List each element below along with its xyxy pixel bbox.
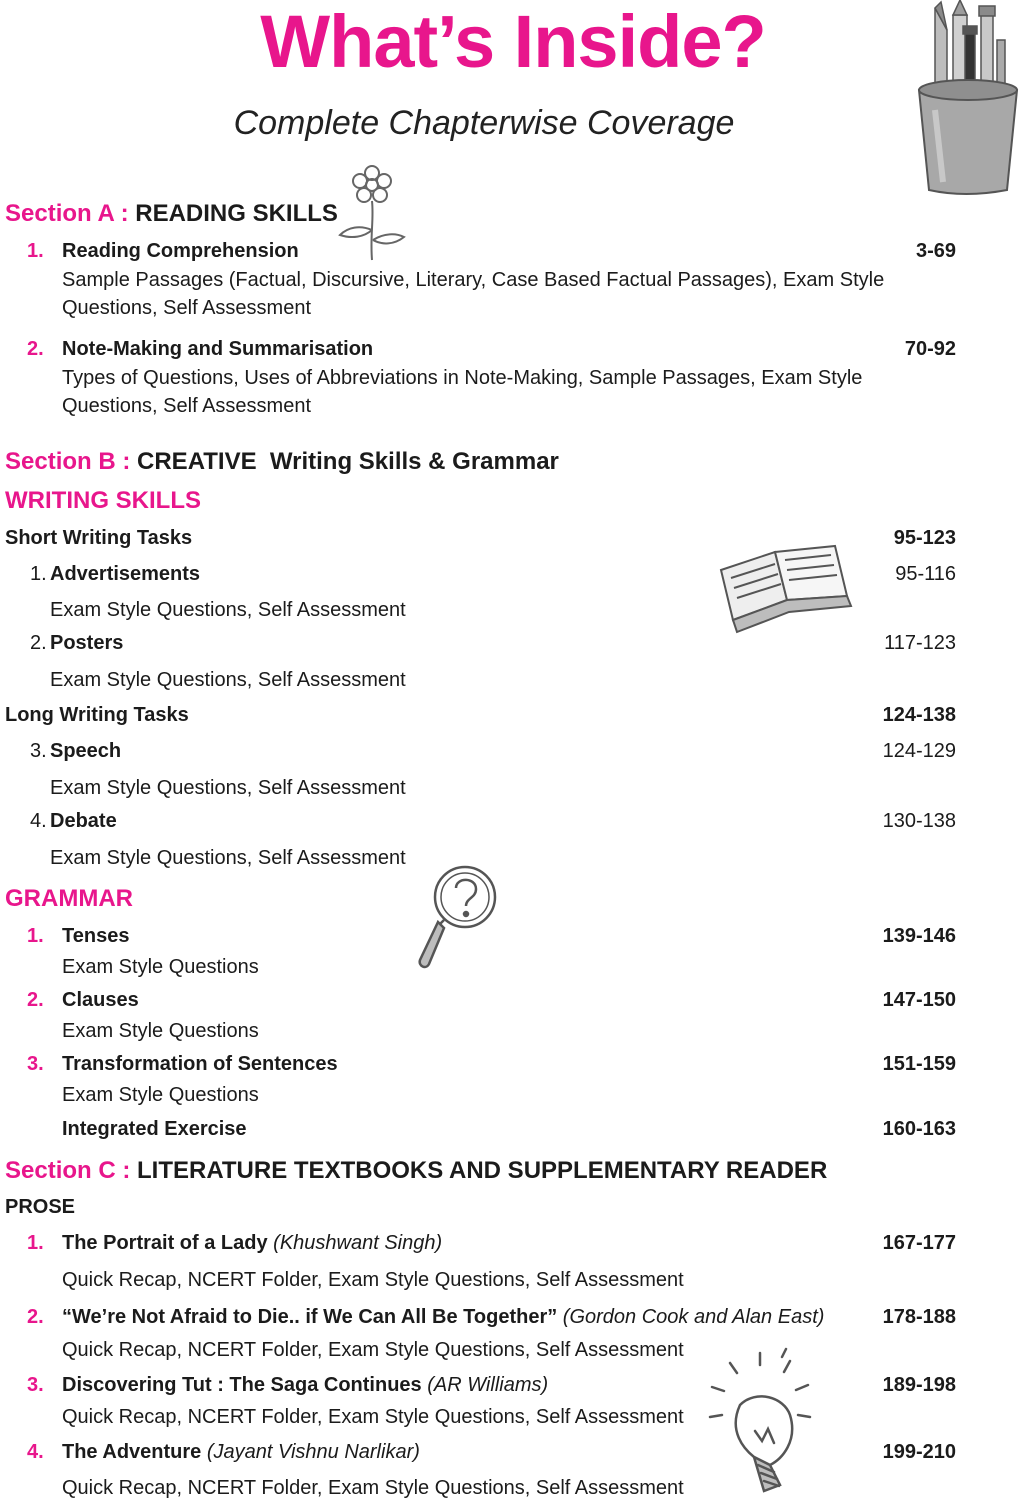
- writing-item-3-title: Speech: [50, 740, 122, 762]
- section-c-prefix: Section C :: [5, 1157, 131, 1184]
- long-writing-tasks-pages: 124-138: [882, 704, 956, 726]
- long-writing-tasks-label: Long Writing Tasks: [5, 704, 189, 726]
- writing-item-4-desc: Exam Style Questions, Self Assessment: [50, 847, 406, 869]
- section-a-item-2-number: 2.: [27, 338, 44, 360]
- section-a-item-2-title: Note-Making and Summarisation: [62, 338, 374, 360]
- prose-item-4-desc: Quick Recap, NCERT Folder, Exam Style Questions, Self Assessment: [62, 1477, 684, 1499]
- writing-item-4-title: Debate: [50, 810, 117, 832]
- prose-item-1-title-line: [62, 1232, 442, 1255]
- section-a-item-1-title: Reading Comprehension: [62, 240, 299, 262]
- prose-item-3-number: 3.: [27, 1374, 44, 1396]
- prose-item-2-pages: 178-188: [882, 1306, 956, 1328]
- integrated-exercise-title: Integrated Exercise: [62, 1118, 247, 1140]
- pencil-cup-icon: [905, 0, 1025, 200]
- section-c-name: LITERATURE TEXTBOOKS AND SUPPLEMENTARY READER: [137, 1157, 828, 1184]
- grammar-item-2-desc: Exam Style Questions: [62, 1020, 259, 1042]
- prose-item-4-author: (Jayant Vishnu Narlikar): [206, 1441, 420, 1463]
- writing-item-2-desc: Exam Style Questions, Self Assessment: [50, 669, 406, 691]
- writing-item-1-desc: Exam Style Questions, Self Assessment: [50, 599, 406, 621]
- prose-item-1-title: The Portrait of a Lady: [62, 1232, 268, 1254]
- page-title: What’s Inside?: [260, 0, 766, 83]
- grammar-item-2-number: 2.: [27, 989, 44, 1011]
- lightbulb-icon: [700, 1345, 830, 1495]
- prose-item-3-pages: 189-198: [882, 1374, 956, 1396]
- writing-item-1-number: 1.: [30, 563, 47, 585]
- grammar-item-1-desc: Exam Style Questions: [62, 956, 259, 978]
- grammar-item-3-number: 3.: [27, 1053, 44, 1075]
- grammar-item-1-title: Tenses: [62, 925, 130, 947]
- writing-item-2-number: 2.: [30, 632, 47, 654]
- prose-item-4-title-line: [62, 1441, 420, 1464]
- writing-item-2-title: Posters: [50, 632, 124, 654]
- section-b-prefix: Section B :: [5, 448, 131, 475]
- prose-item-1-author: (Khushwant Singh): [273, 1232, 443, 1254]
- page-subtitle: Complete Chapterwise Coverage: [233, 104, 735, 142]
- prose-item-4-number: 4.: [27, 1441, 44, 1463]
- grammar-item-1-number: 1.: [27, 925, 44, 947]
- flower-icon: [330, 165, 410, 265]
- prose-item-2-desc: Quick Recap, NCERT Folder, Exam Style Questions, Self Assessment: [62, 1339, 684, 1361]
- section-a-name: READING SKILLS: [135, 200, 338, 227]
- writing-item-3-number: 3.: [30, 740, 47, 762]
- short-writing-tasks-label: Short Writing Tasks: [5, 527, 193, 549]
- open-book-icon: [715, 540, 855, 640]
- grammar-item-1-pages: 139-146: [882, 925, 956, 947]
- prose-item-3-title: Discovering Tut : The Saga Continues: [62, 1374, 422, 1396]
- grammar-item-3-pages: 151-159: [882, 1053, 956, 1075]
- section-a-item-2-desc: Types of Questions, Uses of Abbreviations in Note-Making, Sample Passages, Exam Style Questions, Self Assessment: [62, 367, 863, 417]
- grammar-item-3-desc: Exam Style Questions: [62, 1084, 259, 1106]
- prose-item-3-author: (AR Williams): [427, 1374, 549, 1396]
- grammar-heading: GRAMMAR: [5, 885, 133, 912]
- grammar-item-3-title: Transformation of Sentences: [62, 1053, 338, 1075]
- prose-item-1-desc: Quick Recap, NCERT Folder, Exam Style Questions, Self Assessment: [62, 1269, 684, 1291]
- section-b-name: CREATIVE Writing Skills & Grammar: [137, 448, 559, 475]
- prose-item-3-title-line: [62, 1374, 548, 1397]
- grammar-item-2-pages: 147-150: [882, 989, 956, 1011]
- section-b-heading: [5, 448, 559, 476]
- section-a-prefix: Section A :: [5, 200, 129, 227]
- section-a-item-1-number: 1.: [27, 240, 44, 262]
- prose-item-2-author: (Gordon Cook and Alan East): [562, 1306, 825, 1328]
- integrated-exercise-pages: 160-163: [882, 1118, 956, 1140]
- writing-item-4-number: 4.: [30, 810, 47, 832]
- prose-heading: PROSE: [5, 1196, 76, 1218]
- writing-item-3-desc: Exam Style Questions, Self Assessment: [50, 777, 406, 799]
- writing-item-3-pages: 124-129: [882, 740, 956, 762]
- writing-item-1-title: Advertisements: [50, 563, 201, 585]
- prose-item-2-number: 2.: [27, 1306, 44, 1328]
- section-a-item-1-desc: Sample Passages (Factual, Discursive, Literary, Case Based Factual Passages), Exam Style Questions, Self Assessment: [62, 269, 885, 319]
- section-a-item-1-pages: 3-69: [915, 240, 956, 262]
- prose-item-3-desc: Quick Recap, NCERT Folder, Exam Style Questions, Self Assessment: [62, 1406, 684, 1428]
- short-writing-tasks-pages: 95-123: [893, 527, 956, 549]
- prose-item-4-title: The Adventure: [62, 1441, 202, 1463]
- writing-item-1-pages: 95-116: [895, 563, 956, 585]
- writing-item-2-pages: 117-123: [884, 632, 956, 654]
- prose-item-1-number: 1.: [27, 1232, 44, 1254]
- grammar-item-2-title: Clauses: [62, 989, 139, 1011]
- prose-item-1-pages: 167-177: [882, 1232, 956, 1254]
- prose-item-2-title: “We’re Not Afraid to Die.. if We Can All Be Together”: [62, 1306, 558, 1328]
- prose-item-4-pages: 199-210: [882, 1441, 956, 1463]
- prose-item-2-title-line: [62, 1306, 824, 1329]
- section-a-heading: [5, 200, 338, 228]
- writing-item-4-pages: 130-138: [882, 810, 956, 832]
- section-a-item-2-pages: 70-92: [904, 338, 956, 360]
- magnifier-question-icon: [410, 862, 510, 982]
- section-c-heading: [5, 1157, 827, 1185]
- writing-skills-heading: WRITING SKILLS: [5, 487, 201, 514]
